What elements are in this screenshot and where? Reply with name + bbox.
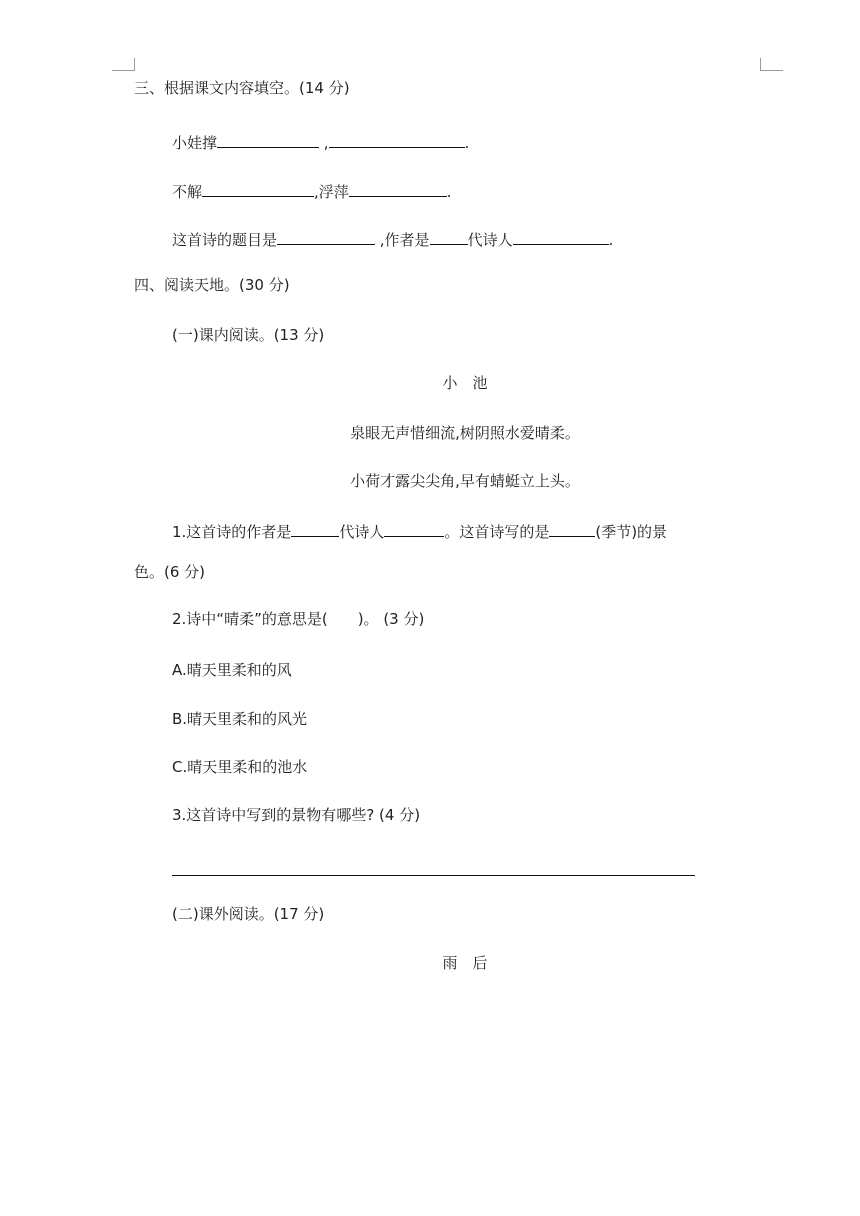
fill-line-1-text-c: . <box>464 134 470 152</box>
fill-line-2-text-b: ,浮萍 <box>314 183 349 201</box>
fill-blank[interactable] <box>513 228 609 245</box>
poem-line-1: 泉眼无声惜细流,树阴照水爱晴柔。 <box>350 424 580 442</box>
section4-heading: 四、阅读天地。(30 分) <box>134 276 290 294</box>
reading-title: 雨 后 <box>442 954 488 972</box>
question-1 <box>172 520 667 542</box>
option-c: C.晴天里柔和的池水 <box>172 758 308 776</box>
fill-line-3-text-b: ,作者是 <box>375 231 430 249</box>
option-a: A.晴天里柔和的风 <box>172 661 292 679</box>
fill-line-1-text-b: , <box>319 134 329 152</box>
fill-line-3-text-d: . <box>608 231 614 249</box>
fill-line-3-text-a: 这首诗的题目是 <box>172 231 278 249</box>
fill-line-3 <box>172 228 613 250</box>
crop-mark-left <box>112 58 135 71</box>
part2-heading: (二)课外阅读。(17 分) <box>172 905 325 923</box>
question-1-text-b: 代诗人 <box>339 523 385 541</box>
crop-mark-right <box>760 58 783 71</box>
question-1-text-a: 1.这首诗的作者是 <box>172 523 292 541</box>
fill-line-1-text-a: 小娃撑 <box>172 134 218 152</box>
poem-title: 小 池 <box>442 374 488 392</box>
part1-heading: (一)课内阅读。(13 分) <box>172 326 325 344</box>
fill-blank[interactable] <box>329 131 465 148</box>
fill-blank[interactable] <box>549 520 595 537</box>
fill-blank[interactable] <box>291 520 339 537</box>
poem-line-2: 小荷才露尖尖角,早有蜻蜓立上头。 <box>350 472 580 490</box>
fill-line-2-text-a: 不解 <box>172 183 203 201</box>
fill-blank[interactable] <box>202 180 314 197</box>
fill-line-3-text-c: 代诗人 <box>467 231 513 249</box>
question-2: 2.诗中“晴柔”的意思是( )。 (3 分) <box>172 610 425 628</box>
answer-line[interactable] <box>172 875 695 876</box>
fill-blank[interactable] <box>349 180 447 197</box>
question-1-text-d: (季节)的景 <box>595 523 668 541</box>
fill-blank[interactable] <box>277 228 375 245</box>
fill-line-2 <box>172 180 452 202</box>
fill-blank[interactable] <box>217 131 319 148</box>
fill-blank[interactable] <box>384 520 444 537</box>
option-b: B.晴天里柔和的风光 <box>172 710 308 728</box>
question-1-text-c: 。这首诗写的是 <box>444 523 550 541</box>
fill-line-2-text-c: . <box>446 183 452 201</box>
question-1-continued: 色。(6 分) <box>134 563 206 581</box>
question-3: 3.这首诗中写到的景物有哪些? (4 分) <box>172 806 421 824</box>
section3-heading: 三、根据课文内容填空。(14 分) <box>134 79 350 97</box>
fill-blank[interactable] <box>430 228 468 245</box>
fill-line-1 <box>172 131 469 153</box>
